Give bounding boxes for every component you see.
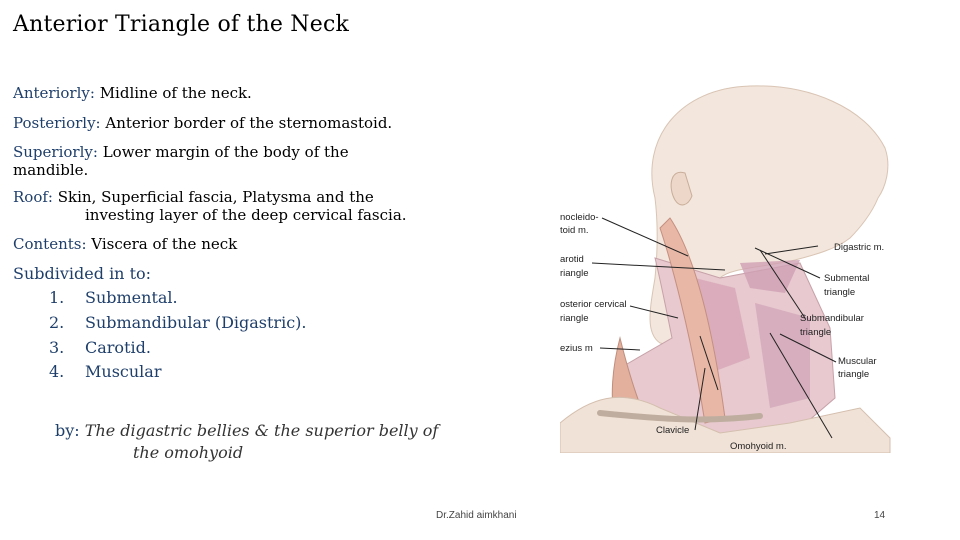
- superiorly-continuation: mandible.: [13, 161, 89, 179]
- figure-label: riangle: [560, 268, 589, 279]
- anteriorly-label: Anteriorly:: [13, 84, 95, 102]
- figure-label: toid m.: [560, 225, 589, 236]
- list-item: [49, 362, 161, 381]
- by-text: The digastric bellies & the superior belly of: [84, 421, 439, 440]
- roof-line: [13, 188, 374, 206]
- figure-label: nocleido-: [560, 212, 599, 223]
- figure-label: Clavicle: [656, 425, 690, 436]
- list-item-number: 4.: [49, 362, 65, 381]
- posteriorly-label: Posteriorly:: [13, 114, 101, 132]
- figure-label: Omohyoid m.: [730, 441, 787, 452]
- roof-continuation: investing layer of the deep cervical fascia.: [85, 206, 407, 224]
- list-item-number: 3.: [49, 338, 65, 357]
- figure-label: Submental: [824, 273, 870, 284]
- figure-label: Submandibular: [800, 313, 864, 324]
- list-item: [49, 338, 151, 357]
- anteriorly-text: Midline of the neck.: [99, 84, 252, 102]
- list-item-text: Carotid.: [85, 338, 151, 357]
- posteriorly-line: [13, 114, 392, 132]
- figure-label: riangle: [560, 313, 589, 324]
- neck-anatomy-figure: [560, 78, 905, 453]
- list-item-text: Submental.: [85, 288, 178, 307]
- by-label: by:: [55, 421, 80, 440]
- superiorly-label: Superiorly:: [13, 143, 98, 161]
- page-number: 14: [874, 510, 886, 521]
- figure-label: triangle: [838, 369, 870, 380]
- list-item: [49, 288, 178, 307]
- superiorly-text: Lower margin of the body of the: [102, 143, 349, 161]
- subdivided-heading: Subdivided in to:: [13, 264, 152, 283]
- figure-label: Digastric m.: [834, 242, 885, 253]
- anteriorly-line: [13, 84, 252, 102]
- list-item: [49, 313, 306, 332]
- figure-label: arotid: [560, 254, 584, 265]
- list-item-text: Muscular: [85, 362, 162, 381]
- figure-label: triangle: [800, 327, 832, 338]
- figure-label: osterior cervical: [560, 299, 627, 310]
- list-item-number: 2.: [49, 313, 65, 332]
- figure-label: triangle: [824, 287, 856, 298]
- footer-author: Dr.Zahid aimkhani: [436, 510, 517, 521]
- list-item-number: 1.: [49, 288, 65, 307]
- figure-label: ezius m: [560, 343, 593, 354]
- posteriorly-text: Anterior border of the sternomastoid.: [105, 114, 393, 132]
- slide-title: Anterior Triangle of the Neck: [13, 12, 349, 37]
- by-continuation: the omohyoid: [133, 443, 244, 462]
- by-line: [55, 421, 438, 440]
- figure-label: Muscular: [838, 356, 877, 367]
- list-item-text: Submandibular (Digastric).: [85, 313, 307, 332]
- roof-label: Roof:: [13, 188, 53, 206]
- contents-label: Contents:: [13, 235, 87, 253]
- contents-line: [13, 235, 237, 253]
- superiorly-line: [13, 143, 349, 161]
- contents-text: Viscera of the neck: [91, 235, 238, 253]
- roof-text: Skin, Superficial fascia, Platysma and the: [57, 188, 374, 206]
